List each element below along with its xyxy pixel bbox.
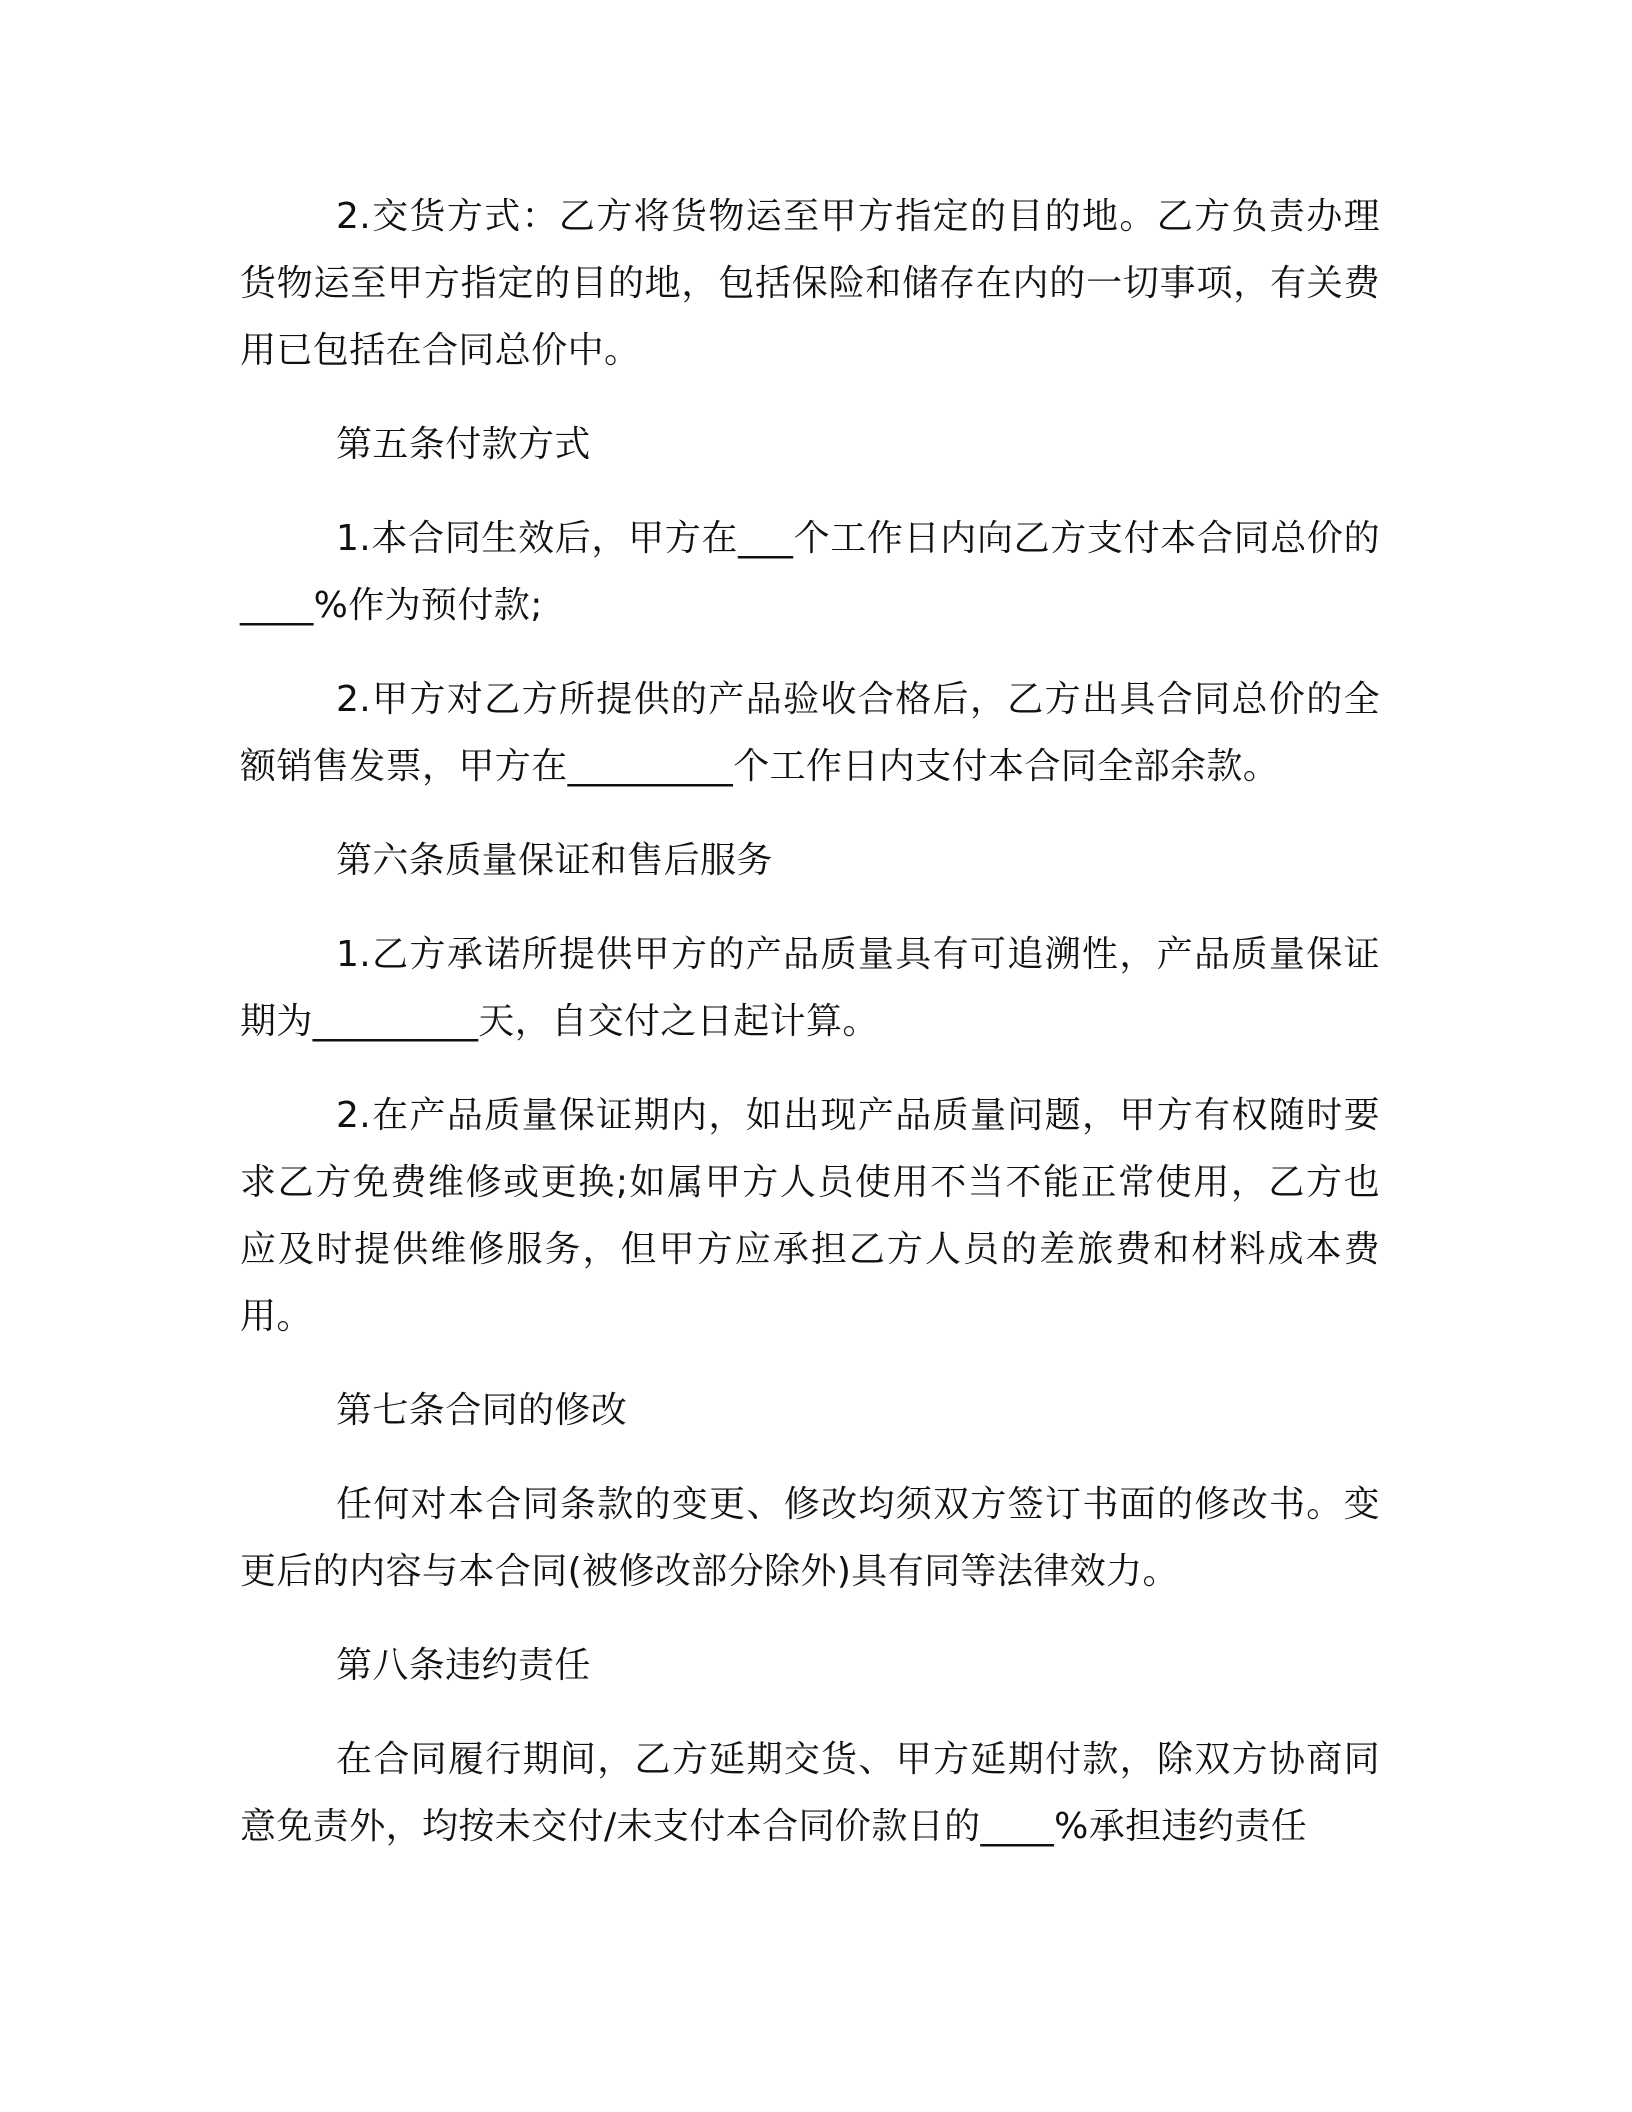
heading-article-8-liability: 第八条违约责任 [336,1645,591,1686]
heading-article-6-warranty: 第六条质量保证和售后服务 [336,840,773,881]
heading-article-5-payment: 第五条付款方式 [336,424,591,465]
heading-article-7-amendment: 第七条合同的修改 [336,1390,628,1431]
paragraph-amendment: 任何对本合同条款的变更、修改均须双方签订书面的修改书。变更后的内容与本合同(被修改部分除外)具有同等法律效力。 [240,1484,1380,1592]
paragraph-delivery-method: 2.交货方式：乙方将货物运至甲方指定的目的地。乙方负责办理货物运至甲方指定的目的地，包括保险和储存在内的一切事项，有关费用已包括在合同总价中。 [240,196,1380,371]
paragraph-prepayment: 1.本合同生效后，甲方在___个工作日内向乙方支付本合同总价的____%作为预付款; [240,518,1380,626]
paragraph-warranty-period: 1.乙方承诺所提供甲方的产品质量具有可追溯性，产品质量保证期为_________天，自交付之日起计算。 [240,934,1380,1042]
paragraph-warranty-repair: 2.在产品质量保证期内，如出现产品质量问题，甲方有权随时要求乙方免费维修或更换;如属甲方人员使用不当不能正常使用，乙方也应及时提供维修服务，但甲方应承担乙方人员的差旅费和材料成本费用。 [240,1095,1380,1337]
document-body [240,183,1380,1887]
paragraph-liability: 在合同履行期间，乙方延期交货、甲方延期付款，除双方协商同意免责外，均按未交付/未支付本合同价款日的____%承担违约责任 [240,1739,1380,1847]
paragraph-balance-payment: 2.甲方对乙方所提供的产品验收合格后，乙方出具合同总价的全额销售发票，甲方在_________个工作日内支付本合同全部余款。 [240,679,1380,787]
